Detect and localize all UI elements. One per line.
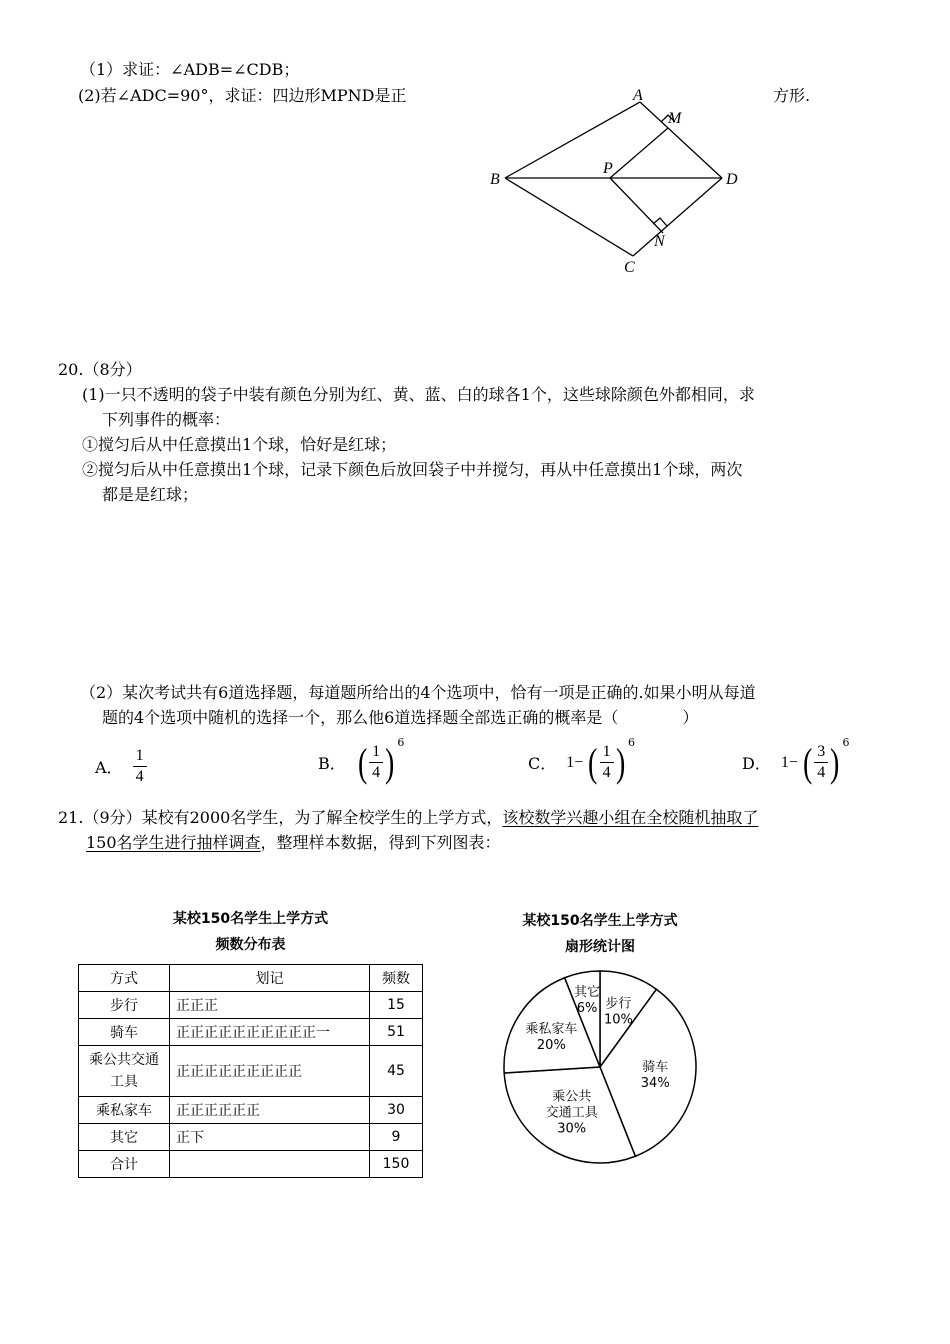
row-mode: 合计 [79,1151,170,1178]
label-a: A [633,87,643,104]
option-c-lparen: ( [588,739,598,785]
q20-sub1: ①搅匀后从中任意摸出1个球，恰好是红球； [82,435,397,454]
segment-ba [505,102,640,178]
pie-label-line: 10% [603,1012,633,1028]
q20-part2-line1: （2）某次考试共有6道选择题，每道题所给出的4个选项中，恰有一项是正确的.如果小明从每道 [80,683,756,702]
table-total-row [79,1151,423,1178]
option-d-exp: 6 [842,736,850,749]
option-a-fraction [133,746,147,787]
segment-bc [505,178,633,256]
header-count: 频数 [370,965,423,992]
table-title2: 频数分布表 [215,937,286,953]
label-c: C [624,259,635,276]
q20-part2-line2: 题的4个选项中随机的选择一个，那么他6道选择题全部选正确的概率是（ ） [102,708,699,727]
pie-label-line: 20% [536,1038,566,1054]
option-c-exp: 6 [627,736,635,749]
option-d [742,736,850,785]
table-title1: 某校150名学生上学方式 [172,911,329,927]
label-m: M [668,110,682,127]
table-row [79,1046,423,1097]
option-b-den: 4 [372,764,381,781]
option-c-num: 1 [600,742,614,763]
row-mode: 乘私家车 [79,1097,170,1124]
q21-line1-a: 21.（9分）某校有2000名学生，为了解全校学生的上学方式， [58,808,503,827]
row-tally [170,1151,370,1178]
row-count: 45 [370,1046,423,1097]
table-row [79,992,423,1019]
option-b-rparen: ) [385,739,395,785]
q21-line1-b: 该校数学兴趣小组在全校随机抽取了 [502,808,759,827]
label-p: P [603,160,613,177]
row-tally: 正正正正正正正正正正一 [170,1019,370,1046]
option-d-rparen: ) [830,739,840,785]
row-count: 51 [370,1019,423,1046]
q21-line2-b: ，整理样本数据，得到下列图表： [260,833,501,852]
option-d-den: 4 [817,764,826,781]
option-d-num: 3 [814,742,828,763]
pie-subtitle: 扇形统计图 [565,939,635,955]
q20-sub2-line2: 都是是红球； [102,485,199,504]
q20-part1-line1: (1)一只不透明的袋子中装有颜色分别为红、黄、蓝、白的球各1个，这些球除颜色外都相同，求 [82,385,755,404]
header-tally: 划记 [170,965,370,992]
q19-part1: （1）求证：∠ADB=∠CDB； [80,60,300,79]
row-count: 150 [370,1151,423,1178]
row-tally: 正正正 [170,992,370,1019]
row-count: 15 [370,992,423,1019]
header-mode: 方式 [79,965,170,992]
option-d-label: D． [742,754,771,773]
option-b [318,736,405,785]
geometry-figure [480,80,760,280]
row-mode: 乘公共交通工具 [79,1046,170,1097]
label-b: B [490,171,500,188]
option-a-num: 1 [133,746,147,767]
row-mode: 其它 [79,1124,170,1151]
option-b-lparen: ( [357,739,368,785]
row-tally: 正下 [170,1124,370,1151]
pie-label-line: 交通工具 [545,1105,598,1121]
row-count: 9 [370,1124,423,1151]
q19-part2-a: (2)若∠ADC=90°，求证：四边形MPND是正 [78,86,407,105]
pie-label-line: 乘私家车 [525,1022,578,1038]
row-tally: 正正正正正正正正正 [170,1046,370,1097]
option-d-lparen: ( [802,739,813,785]
option-b-label: B． [318,754,346,773]
pie-label-line: 乘公共 [552,1089,592,1105]
segment-pn [610,178,663,233]
q19-part2-b: 方形. [773,86,811,105]
option-a-den: 4 [135,768,144,785]
q20-header: 20.（8分） [58,360,142,379]
option-c-label: C． [528,754,557,773]
pie-chart [495,962,705,1172]
row-mode: 步行 [79,992,170,1019]
option-a-label: A． [95,758,123,777]
q20-sub2-line1: ②搅匀后从中任意摸出1个球，记录下颜色后放回袋子中并搅匀，再从中任意摸出1个球，两次 [82,460,743,479]
pie-label-line: 步行 [605,996,632,1012]
q20-part1-line2: 下列事件的概率： [102,410,231,429]
q21-line2 [86,831,501,855]
pie-label-line: 34% [640,1075,670,1091]
frequency-table [78,964,423,1178]
pie-title: 某校150名学生上学方式 [522,913,678,929]
option-b-fraction [369,742,383,783]
option-d-prefix: 1− [780,753,798,771]
pie-label-4 [574,984,600,1016]
table-header-row [79,965,423,992]
option-b-num: 1 [369,742,383,763]
table-row [79,1124,423,1151]
pie-label-0 [604,995,633,1027]
pie-label-line: 6% [576,1001,598,1017]
option-d-fraction [814,742,828,783]
table-row [79,1019,423,1046]
option-c-den: 4 [602,764,611,781]
row-count: 30 [370,1097,423,1124]
q21-line2-a: 150名学生进行抽样调查 [86,833,261,852]
option-c-fraction [600,742,614,783]
option-c [528,736,635,785]
option-c-prefix: 1− [566,753,584,771]
row-mode: 骑车 [79,1019,170,1046]
pie-label-1 [641,1059,670,1091]
segment-pm [610,128,668,178]
pie-label-line: 30% [557,1121,587,1137]
pie-label-line: 其它 [574,985,601,1001]
pie-label-line: 骑车 [642,1059,669,1075]
table-row [79,1097,423,1124]
option-b-exp: 6 [397,736,405,749]
label-d: D [726,171,738,188]
option-a [95,746,147,787]
q21-line1 [58,806,758,830]
option-c-rparen: ) [615,739,625,785]
segment-cd [633,178,722,256]
label-n: N [654,233,665,250]
row-tally: 正正正正正正 [170,1097,370,1124]
